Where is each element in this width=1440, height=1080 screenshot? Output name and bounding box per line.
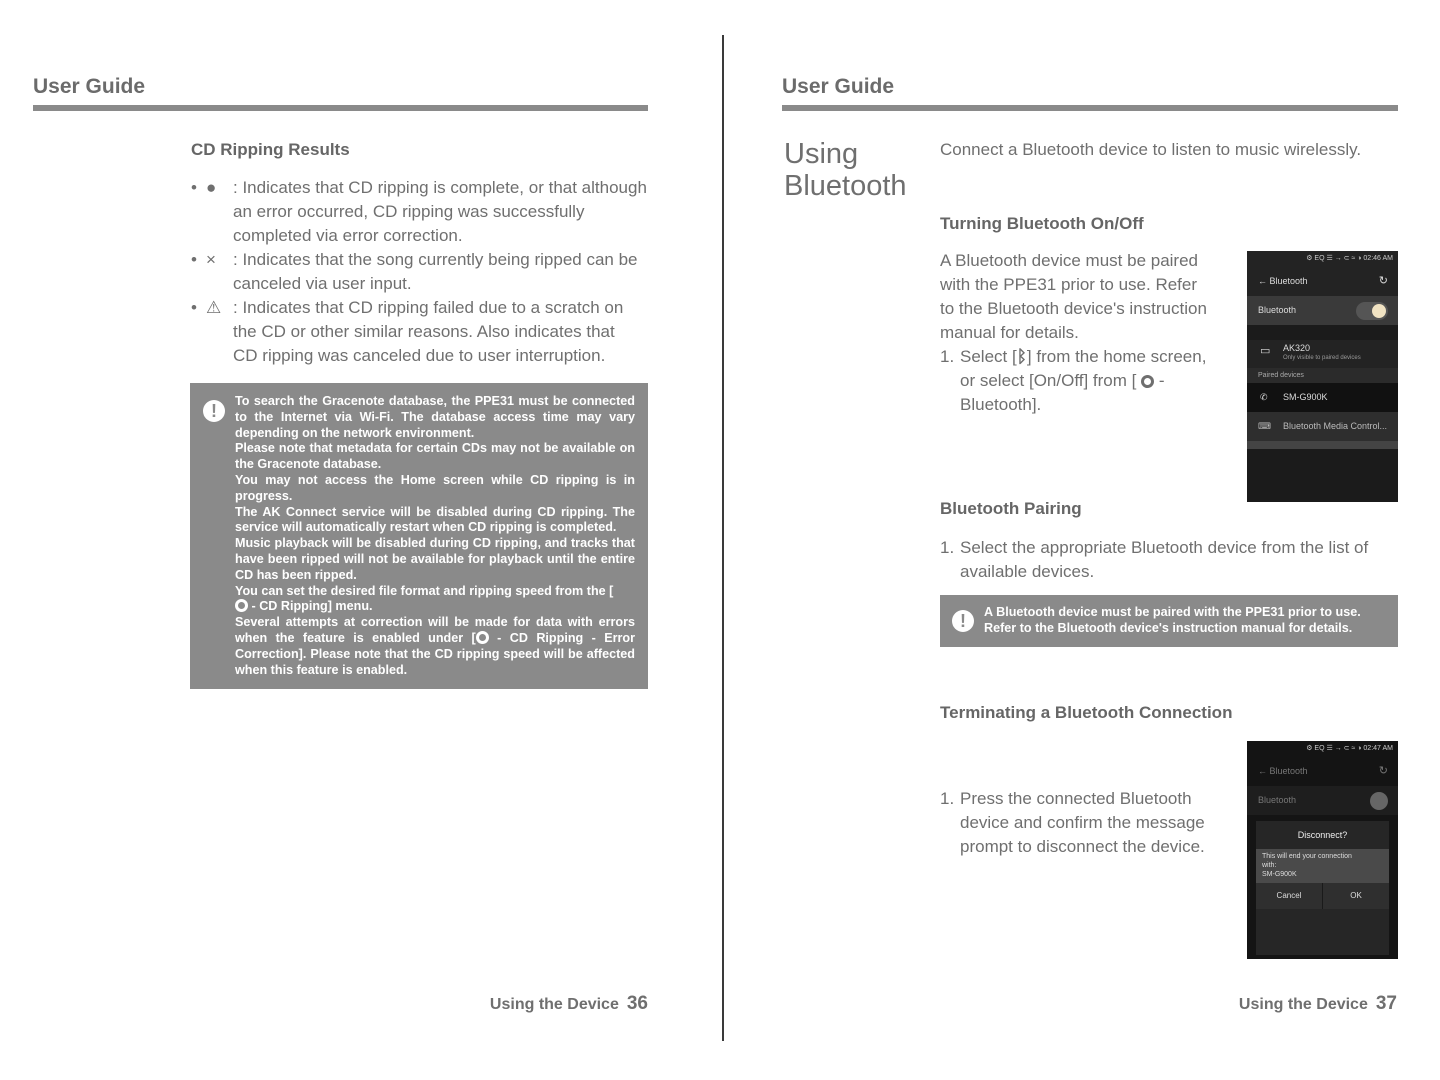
pairing-step: 1. Select the appropriate Bluetooth device from the list of available devices. [940,538,1369,581]
notice-text: To search the Gracenote database, the PPE31 must be connected to the Internet via Wi-Fi. The database access time may vary depending on the network environment. Please note that metadata for certain CDs may not be available on the Gracenote database. You may not access the Home screen while CD ripping is in progress. The AK Connect service will be disabled during CD ripping. The service will automatically restart when CD ripping is completed. Music playback will be disabled during CD ripping, and tracks that have been ripped will not be available for playback until the entire CD has been ripped. You can set the desired file format and ripping speed from the [ - CD Ripping] menu. Several attempts at correction will be made for data with errors when the feature is enabled under [ - CD Ripping - Error Correction]. Please note that the CD ripping speed will be affected when this feature is enabled. [235,394,635,677]
phone-icon: ✆ [1260,392,1268,402]
keyboard-icon: ⌨ [1258,421,1271,431]
page-number: 36 [626,993,648,1014]
bluetooth-toggle-row: Bluetooth [1247,786,1398,815]
right-footer: Using the Device 37 [1238,993,1397,1014]
status-bar: ⚙ EQ ☰ → ⊂ ≈ ◑ 02:46 AM [1247,251,1398,267]
turning-text: A Bluetooth device must be paired with the PPE31 prior to use. Refer to the Bluetooth device's instruction manual for details. 1. Select [ᛒ] from the home screen, or select [On/Off] from [ - Bluetooth]. [940,249,1240,417]
toggle-knob-dim [1370,792,1388,810]
bluetooth-title-bar: ← Bluetooth ↻ [1247,267,1398,296]
paired-device-phone: ✆ SM-G900K [1247,383,1398,412]
disconnect-dialog [1256,821,1389,955]
bluetooth-settings-screenshot [1247,251,1398,502]
turning-title: Turning Bluetooth On/Off [940,214,1144,233]
page-number: 37 [1375,993,1397,1014]
back-arrow-icon: ← [1258,276,1267,286]
pairing-notice-text: A Bluetooth device must be paired with the PPE31 prior to use. Refer to the Bluetooth device's instruction manual for details. [984,605,1361,635]
turning-step: 1. Select [ᛒ] from the home screen, or select [On/Off] from [ - Bluetooth]. [940,347,1207,414]
laptop-icon: ▭ [1260,345,1271,357]
bluetooth-icon: ᛒ [1016,347,1027,366]
own-device-row: ▭ AK320 Only visible to paired devices [1247,340,1398,368]
complete-icon: ● [206,178,217,197]
warning-icon: ⚠ [206,298,222,317]
paired-device-media: ⌨ Bluetooth Media Control... [1247,412,1398,441]
cancel-button[interactable]: Cancel [1256,883,1323,909]
gear-icon [1141,375,1154,388]
terminating-title: Terminating a Bluetooth Connection [940,703,1233,722]
bullet-complete: • ● : Indicates that CD ripping is complete, or that although an error occurred, CD ripping was successfully completed via error correction. [191,178,647,245]
dialog-title: Disconnect? [1297,830,1348,840]
refresh-icon: ↻ [1378,765,1388,777]
bullet-cancel: • × : Indicates that the song currently being ripped can be canceled via user input. [191,250,638,293]
pairing-notice-box [940,595,1398,647]
bluetooth-toggle [1356,302,1388,320]
gear-icon [235,599,248,612]
dialog-buttons [1256,883,1389,909]
right-header-rule [782,105,1398,111]
gear-icon [476,631,489,644]
bluetooth-title-bar: ← Bluetooth ↻ [1247,757,1398,786]
left-header: User Guide [33,75,146,98]
disconnect-dialog-screenshot [1247,741,1398,959]
pairing-title: Bluetooth Pairing [940,499,1082,518]
exclamation-icon: ! [952,610,974,632]
gracenote-notice-box [190,383,648,689]
intro-text: Connect a Bluetooth device to listen to music wirelessly. [940,140,1362,159]
dialog-message: This will end your connection with: SM-G900K [1256,849,1389,883]
left-header-rule [33,105,648,111]
page-divider [722,35,724,1041]
left-footer: Using the Device 36 [489,993,648,1014]
status-bar: ⚙ EQ ☰ → ⊂ ≈ ◑ 02:47 AM [1247,741,1398,757]
back-arrow-icon: ← [1258,766,1267,776]
bluetooth-toggle-row: Bluetooth [1247,296,1398,325]
side-title: Using Bluetooth [784,138,907,202]
bullet-failed: • ⚠ : Indicates that CD ripping failed due to a scratch on the CD or other similar reasons. Also indicates that CD ripping was canceled due to user interruption. [191,298,624,365]
ok-button[interactable]: OK [1323,883,1389,909]
exclamation-icon: ! [203,400,225,422]
close-icon: × [206,250,216,269]
terminating-step: 1. Press the connected Bluetooth device and confirm the message prompt to disconnect the device. [940,789,1205,856]
paired-devices-header: Paired devices [1247,368,1398,383]
right-header: User Guide [782,75,895,98]
refresh-icon: ↻ [1378,275,1388,287]
cd-ripping-results-title: CD Ripping Results [191,140,350,159]
ripping-results-list [191,176,661,368]
